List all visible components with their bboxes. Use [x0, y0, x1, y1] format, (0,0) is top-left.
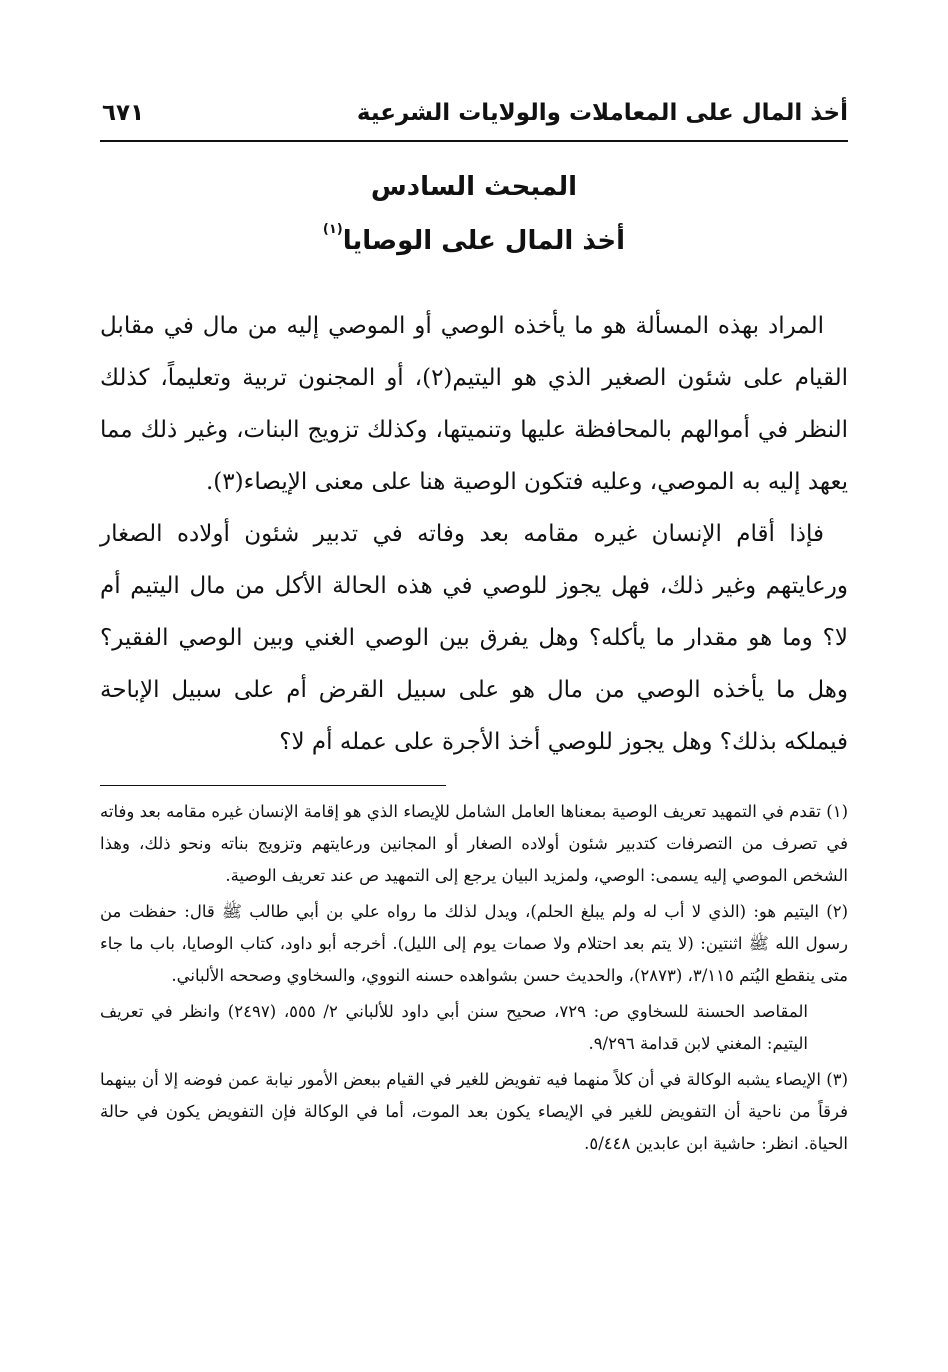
running-header-title: أخذ المال على المعاملات والولايات الشرعية	[356, 100, 848, 126]
footnote-divider	[100, 785, 446, 786]
footnote-3: (٣) الإيصاء يشبه الوكالة في أن كلاً منهما فيه تفويض للغير في القيام ببعض الأمور نيابة عمن فوضه إلا أن بينهما فرقاً من ناحية أن التفويض للغير في الإيصاء يكون بعد الموت، أما في الوكالة فإن التفويض يكون في حالة الحياة. انظر: حاشية ابن عابدين ٥/٤٤٨.	[100, 1070, 848, 1153]
running-header	[100, 94, 848, 142]
page-number: ٦٧١	[102, 100, 145, 126]
footnote-2: (٢) اليتيم هو: (الذي لا أب له ولم يبلغ الحلم)، ويدل لذلك ما رواه علي بن أبي طالب ﷺ قال: حفظت من رسول الله ﷺ اثنتين: (لا يتم بعد احتلام ولا صمات يوم إلى الليل). أخرجه أبو داود، كتاب الوصايا، باب ما جاء متى ينقطع اليُتم ٣/١١٥، (٢٨٧٣)، والحديث حسن بشواهده حسنه النووي، والسخاوي وصححه الألباني.	[100, 902, 848, 985]
footnote-2-continued: المقاصد الحسنة للسخاوي ص: ٧٢٩، صحيح سنن أبي داود للألباني ٢/ ٥٥٥، (٢٤٩٧) وانظر في تعريف اليتيم: المغني لابن قدامة ٩/٢٩٦.	[100, 1002, 808, 1053]
section-subtitle	[100, 222, 848, 256]
paragraph: فإذا أقام الإنسان غيره مقامه بعد وفاته في تدبير شئون أولاده الصغار ورعايتهم وغير ذلك، فهل يجوز للوصي في هذه الحالة الأكل من مال اليتيم أم لا؟ وما هو مقدار ما يأكله؟ وهل يفرق بين الوصي الغني وبين الوصي الفقير؟ وهل ما يأخذه الوصي من مال هو على سبيل القرض أم على سبيل الإباحة فيملكه بذلك؟ وهل يجوز للوصي أخذ الأجرة على عمله أم لا؟	[100, 521, 848, 755]
body-text	[100, 300, 848, 768]
footnote-1: (١) تقدم في التمهيد تعريف الوصية بمعناها العامل الشامل للإيصاء الذي هو إقامة الإنسان غيره مقامه بعد وفاته في تصرف من التصرفات كتدبير شئون أولاده الصغار أو المجانين ورعايتهم وتزويج بناته ونحو ذلك، وهذا الشخص الموصي إليه يسمى: الوصي، ولمزيد البيان يرجع إلى التمهيد ص عند تعريف الوصية.	[100, 802, 848, 885]
paragraph: المراد بهذه المسألة هو ما يأخذه الوصي أو الموصي إليه من مال في مقابل القيام على شئون الصغير الذي هو اليتيم(٢)، أو المجنون تربية وتعليماً، كذلك النظر في أموالهم بالمحافظة عليها وتنميتها، وكذلك تزويج البنات، وغير ذلك مما يعهد إليه به الموصي، وعليه فتكون الوصية هنا على معنى الإيصاء(٣).	[100, 313, 848, 495]
section-heading: المبحث السادس	[370, 172, 578, 202]
section-subtitle-text: أخذ المال على الوصايا	[342, 226, 626, 256]
footnote-marker: (١)	[322, 222, 343, 237]
footnotes	[100, 796, 848, 1164]
